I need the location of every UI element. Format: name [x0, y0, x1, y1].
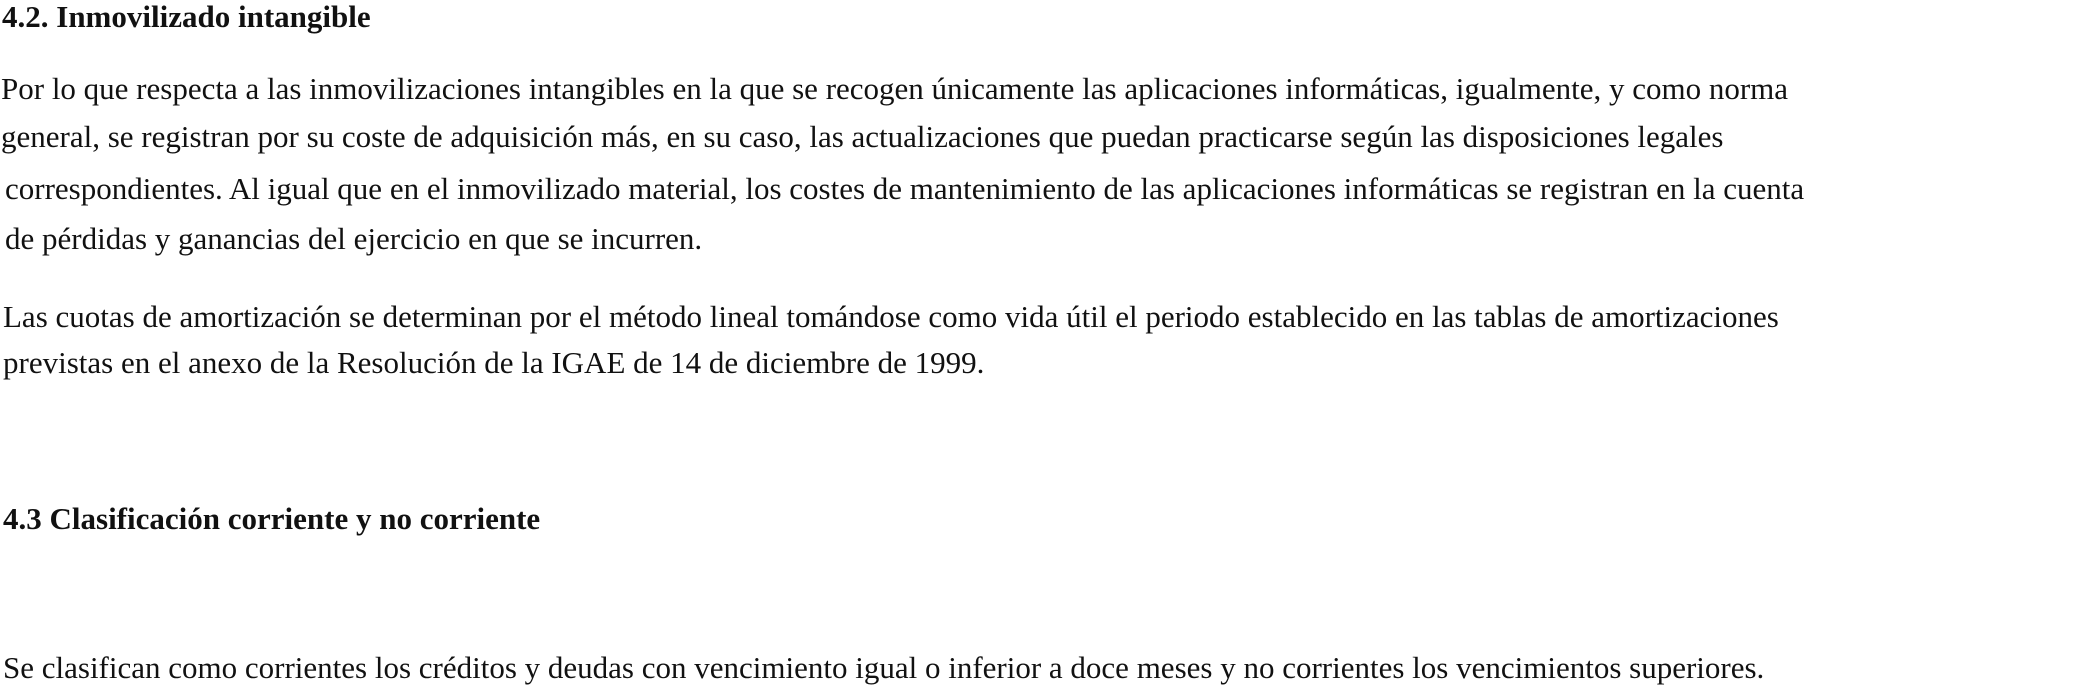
paragraph-line: Se clasifican como corrientes los créditos y deudas con vencimiento igual o inferior a doce meses y no corrientes los vencimientos superiores.: [3, 650, 1765, 685]
paragraph-line: Las cuotas de amortización se determinan por el método lineal tomándose como vida útil el periodo establecido en las tablas de amortizaciones: [3, 299, 1779, 334]
paragraph-line: Por lo que respecta a las inmovilizaciones intangibles en la que se recogen únicamente las aplicaciones informáticas, igualmente, y como norma: [1, 71, 1789, 106]
paragraph-line: de pérdidas y ganancias del ejercicio en que se incurren.: [5, 221, 703, 256]
paragraph-line: previstas en el anexo de la Resolución de la IGAE de 14 de diciembre de 1999.: [3, 345, 985, 380]
section-heading-inmovilizado-intangible: 4.2. Inmovilizado intangible: [2, 0, 371, 34]
paragraph-line: correspondientes. Al igual que en el inmovilizado material, los costes de mantenimiento de las aplicaciones informáticas se registran en la cuenta: [5, 171, 1805, 206]
section-heading-clasificacion: 4.3 Clasificación corriente y no corriente: [3, 501, 541, 536]
paragraph-line: general, se registran por su coste de adquisición más, en su caso, las actualizaciones que puedan practicarse según las disposiciones legales: [1, 119, 1724, 154]
